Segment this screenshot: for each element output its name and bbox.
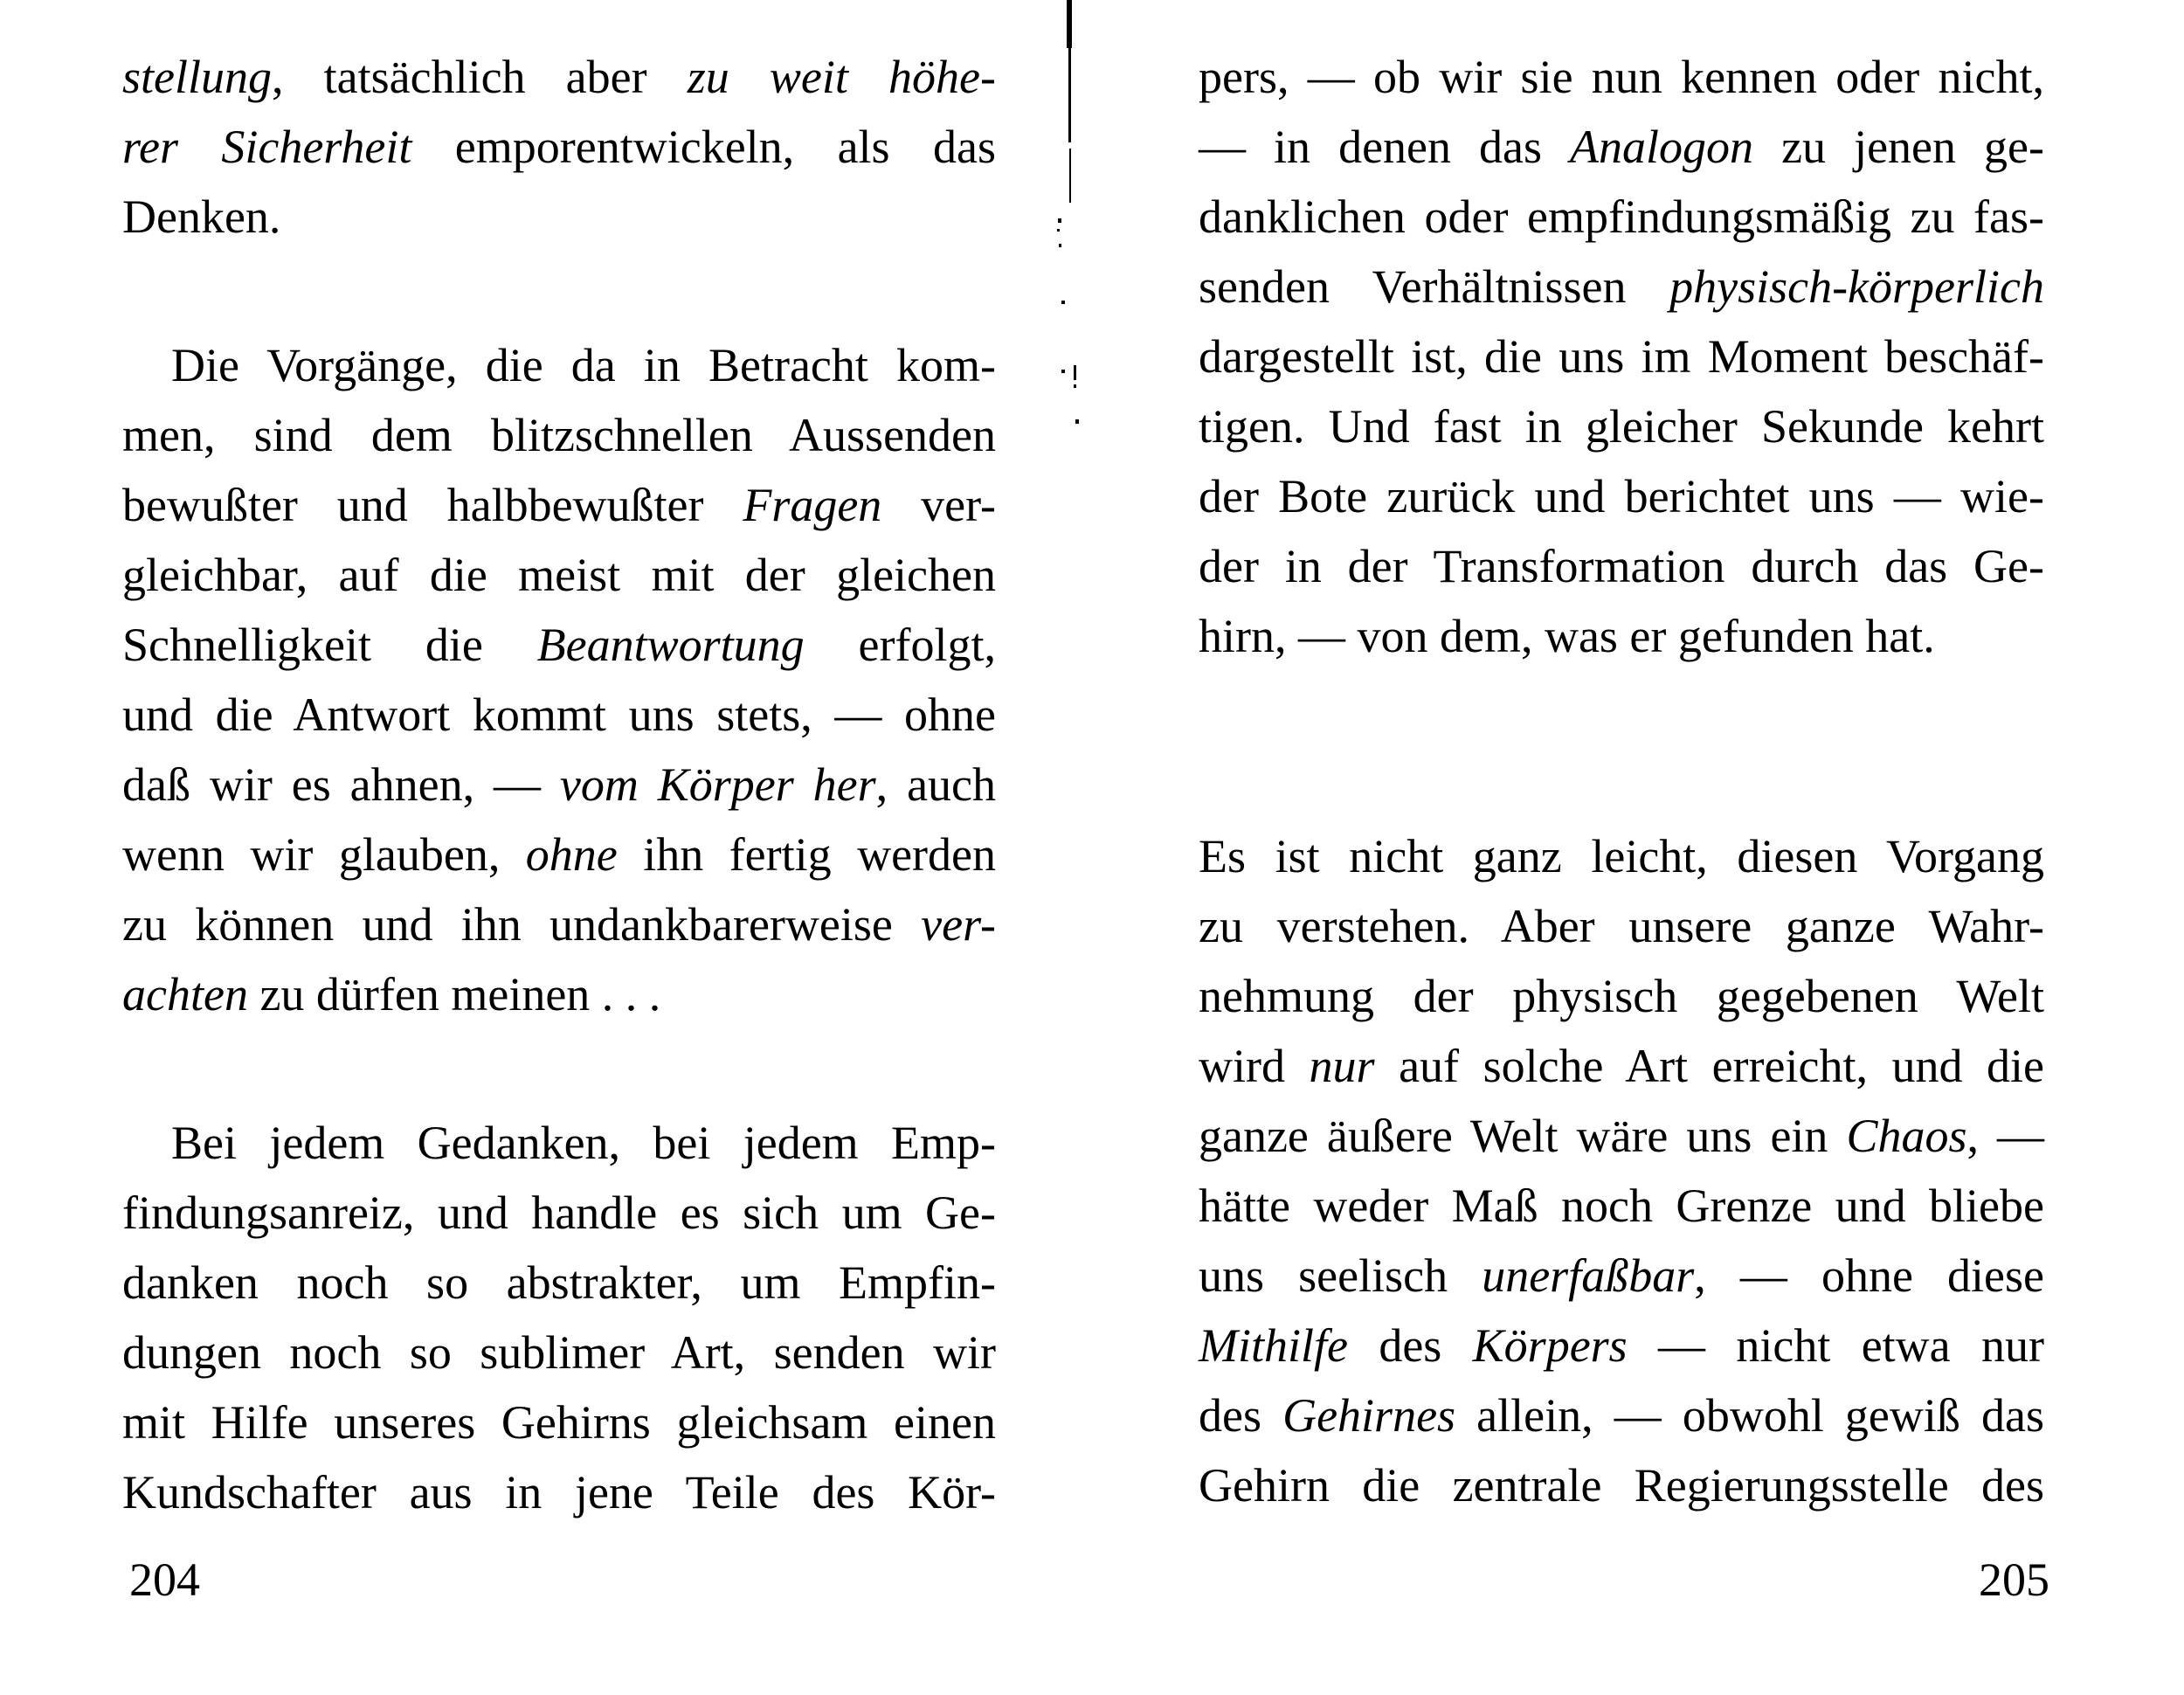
body-text: emporentwickeln, als das (411, 121, 996, 173)
body-text: Kundschafter aus in jene Teile des Kör- (122, 1466, 996, 1519)
body-text: dungen noch so sublimer Art, senden wir (122, 1326, 996, 1379)
body-text: Es ist nicht ganz leicht, diesen Vorgang (1199, 830, 2044, 882)
emphasized-text: Mithilfe (1199, 1319, 1348, 1372)
body-text: uns seelisch (1199, 1249, 1482, 1302)
text-line (122, 959, 996, 1029)
body-text: , — ohne diese (1694, 1249, 2044, 1302)
text-line (1199, 182, 2044, 252)
text-line (1199, 1241, 2044, 1311)
scan-speck (1061, 301, 1065, 304)
paragraph (122, 42, 996, 252)
text-line (122, 400, 996, 470)
body-text: danklichen oder empfindungsmäßig zu fas- (1199, 190, 2044, 243)
text-line (122, 1387, 996, 1457)
body-text: ver- (881, 479, 996, 531)
text-line (1199, 601, 2044, 671)
text-line (1199, 821, 2044, 891)
text-line (1199, 391, 2044, 461)
body-text: Die Vorgänge, die da in Betracht kom- (171, 339, 996, 391)
text-line (122, 1108, 996, 1178)
body-text: wenn wir glauben, (122, 828, 526, 881)
text-line (1199, 1101, 2044, 1171)
paragraph (1199, 821, 2044, 1520)
body-text: bewußter und halbbewußter (122, 479, 743, 531)
gutter-divider-line (1069, 149, 1071, 203)
text-line (1199, 891, 2044, 961)
text-line (1199, 42, 2044, 112)
emphasized-text: ohne (525, 828, 618, 881)
text-line (122, 820, 996, 889)
text-line (1199, 1171, 2044, 1241)
scan-speck (1061, 370, 1065, 373)
gutter-divider-line (1068, 48, 1071, 142)
gutter-divider-line (1067, 0, 1072, 48)
body-text: ihn fertig werden (617, 828, 996, 881)
paragraph (122, 330, 996, 1029)
text-line (1199, 1311, 2044, 1380)
text-line (1199, 322, 2044, 391)
body-text: tigen. Und fast in gleicher Sekunde kehrt (1199, 400, 2044, 453)
emphasized-text: Fragen (743, 479, 882, 531)
body-text: danken noch so abstrakter, um Empfin- (122, 1256, 996, 1309)
scan-speck (1074, 384, 1076, 388)
text-line (1199, 461, 2044, 531)
emphasized-text: vom Körper her (559, 758, 876, 811)
body-text: daß wir es ahnen, — (122, 758, 560, 811)
body-text: Gehirn die zentrale Regierungsstelle des (1199, 1459, 2044, 1512)
body-text: der in der Transformation durch das Ge- (1199, 540, 2044, 592)
text-line (122, 889, 996, 959)
scan-speck (1058, 218, 1061, 223)
body-text: men, sind dem blitzschnellen Aussenden (122, 409, 996, 461)
scan-speck (1074, 365, 1076, 380)
body-text: mit Hilfe unseres Gehirns gleichsam einen (122, 1396, 996, 1449)
text-line (1199, 531, 2044, 601)
body-text: pers, — ob wir sie nun kennen oder nicht, (1199, 51, 2044, 103)
text-line (1199, 961, 2044, 1031)
body-text: und die Antwort kommt uns stets, — ohne (122, 688, 996, 741)
text-line (1199, 1450, 2044, 1520)
text-line (122, 680, 996, 750)
page-number-left: 204 (129, 1553, 200, 1606)
body-text: nehmung der physisch gegebenen Welt (1199, 970, 2044, 1022)
body-text: zu verstehen. Aber unsere ganze Wahr- (1199, 900, 2044, 952)
body-text: wird (1199, 1040, 1310, 1092)
text-line (122, 610, 996, 680)
scan-speck (1059, 244, 1061, 247)
body-text: hirn, — von dem, was er gefunden hat. (1199, 610, 1935, 662)
emphasized-text: Analogon (1570, 121, 1754, 173)
body-text: allein, — obwohl gewiß das (1455, 1389, 2044, 1442)
text-line (122, 1178, 996, 1248)
text-line (122, 1248, 996, 1318)
emphasized-text: Körpers (1472, 1319, 1628, 1372)
body-text: , tatsächlich aber (272, 51, 688, 103)
body-text: senden Verhältnissen (1199, 260, 1670, 313)
body-text: hätte weder Maß noch Grenze und bliebe (1199, 1180, 2044, 1232)
emphasized-text: rer Sicherheit (122, 121, 412, 173)
body-text: zu jenen ge- (1753, 121, 2044, 173)
text-line (1199, 112, 2044, 182)
body-text: ganze äußere Welt wäre uns ein (1199, 1110, 1847, 1162)
body-text: — nicht etwa nur (1627, 1319, 2044, 1372)
page-left-text-block (122, 42, 996, 1527)
body-text: zu können und ihn undankbarerweise (122, 898, 922, 951)
body-text: — in denen das (1199, 121, 1571, 173)
body-text: des (1199, 1389, 1283, 1442)
text-line (1199, 252, 2044, 322)
emphasized-text: Gehirnes (1282, 1389, 1456, 1442)
body-text: Schnelligkeit die (122, 619, 537, 671)
page-number-right: 205 (1979, 1553, 2049, 1606)
text-line (122, 470, 996, 540)
text-line (1199, 1380, 2044, 1450)
body-text: zu dürfen meinen . . . (247, 968, 661, 1020)
emphasized-text: zu weit höhe- (687, 51, 996, 103)
text-line (122, 42, 996, 112)
paragraph (1199, 42, 2044, 671)
text-line (122, 1318, 996, 1387)
body-text: des (1347, 1319, 1473, 1372)
body-text: , — (1966, 1110, 2044, 1162)
body-text: gleichbar, auf die meist mit der gleichen (122, 549, 996, 601)
page-right-text-block (1199, 42, 2044, 1520)
emphasized-text: stellung (122, 51, 272, 103)
text-line (1199, 1031, 2044, 1101)
emphasized-text: physisch-körperlich (1669, 260, 2044, 313)
text-line (122, 112, 996, 182)
body-text: dargestellt ist, die uns im Moment beschäf- (1199, 330, 2044, 383)
text-line (122, 182, 996, 252)
text-line (122, 1457, 996, 1527)
paragraph (122, 1108, 996, 1527)
body-text: erfolgt, (804, 619, 996, 671)
emphasized-text: unerfaßbar (1482, 1249, 1695, 1302)
text-line (122, 540, 996, 610)
text-line (122, 330, 996, 400)
body-text: , auch (875, 758, 997, 811)
emphasized-text: Beantwortung (536, 619, 805, 671)
emphasized-text: Chaos (1846, 1110, 1967, 1162)
text-line (122, 750, 996, 820)
emphasized-text: ver- (921, 898, 996, 951)
body-text: Bei jedem Gedanken, bei jedem Emp- (171, 1117, 996, 1169)
emphasized-text: achten (122, 968, 248, 1020)
body-text: der Bote zurück und berichtet uns — wie- (1199, 470, 2044, 522)
body-text: findungsanreiz, und handle es sich um Ge- (122, 1186, 996, 1239)
body-text: Denken. (122, 190, 281, 243)
scan-speck (1057, 229, 1060, 232)
emphasized-text: nur (1309, 1040, 1375, 1092)
scan-speck (1075, 419, 1079, 424)
body-text: auf solche Art erreicht, und die (1374, 1040, 2044, 1092)
